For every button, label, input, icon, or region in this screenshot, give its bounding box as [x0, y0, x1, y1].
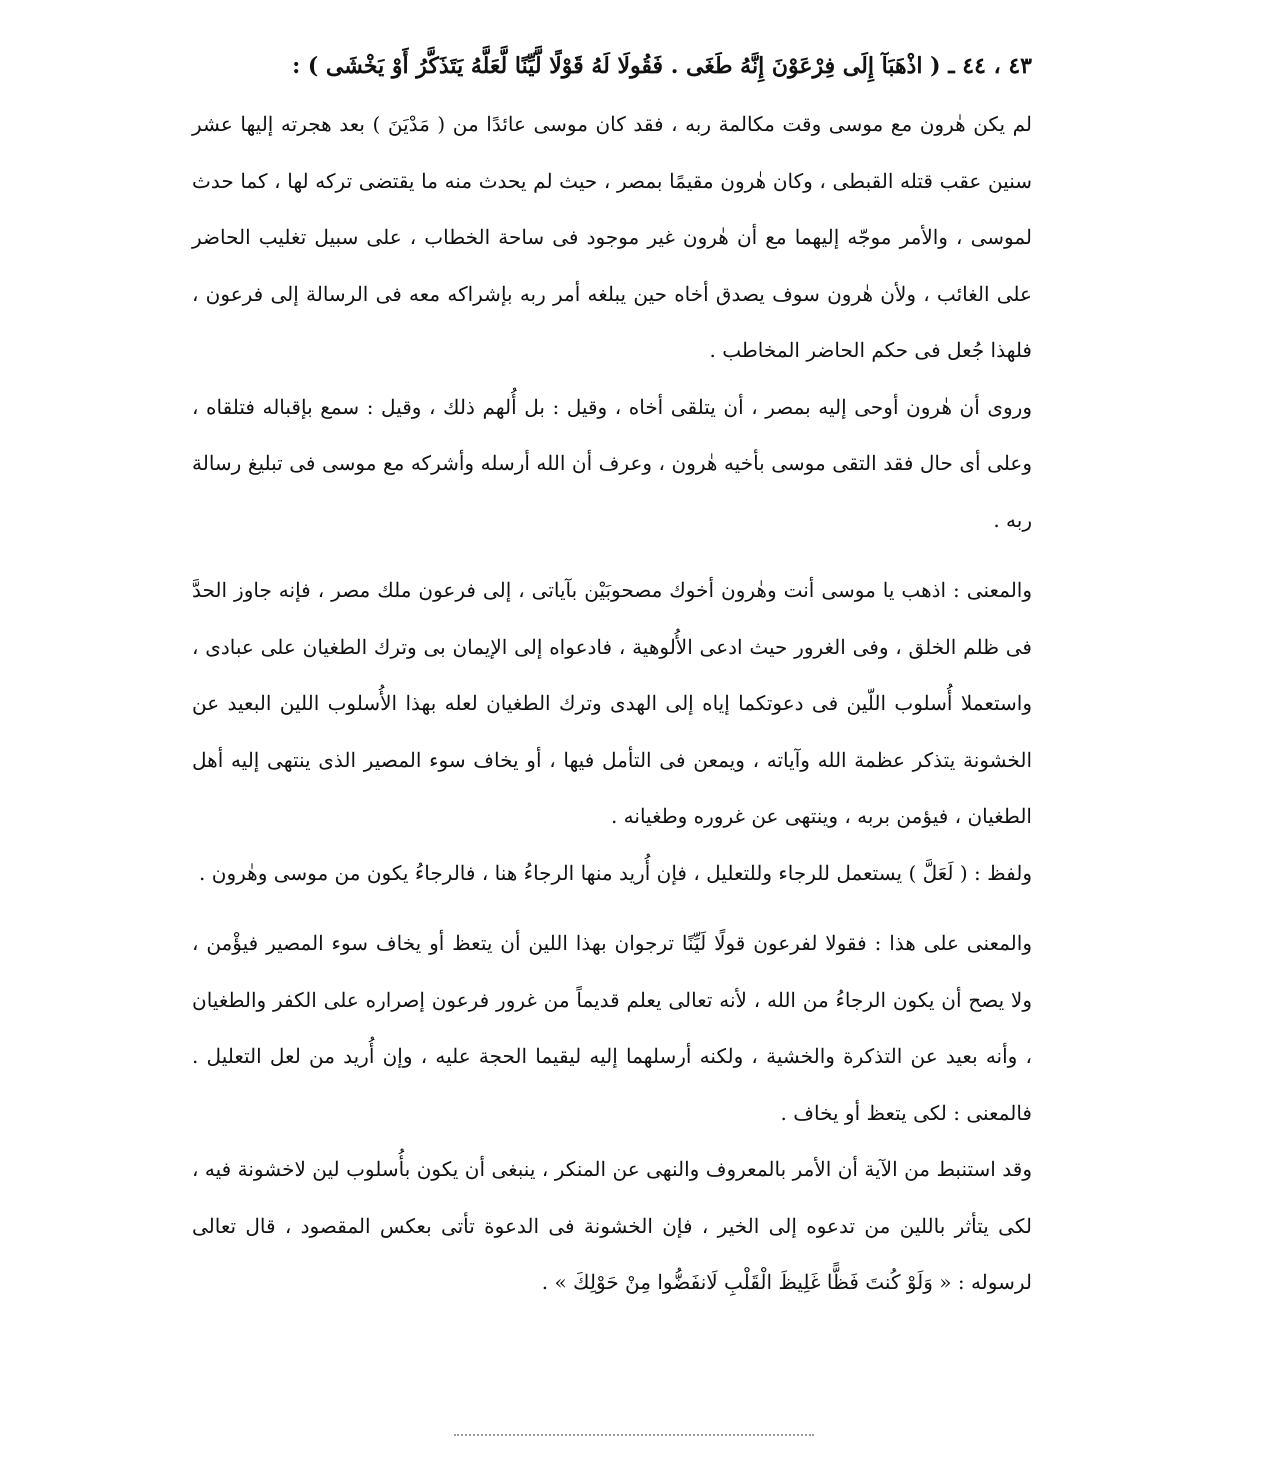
footer-dotted-rule: [454, 1434, 814, 1436]
paragraph-2: وروى أن هٰرون أوحى إليه بمصر ، أن يتلقى أخاه ، وقيل : بل أُلهم ذلك ، وقيل : سمع بإقباله فتلقاه ، وعلى أى حال فقد التقى موسى بأخيه هٰرون ، وعرف أن الله أرسله وأشركه مع موسى فى تبليغ رسالة ربه .: [192, 394, 1032, 532]
paragraph-1: لم يكن هٰرون مع موسى وقت مكالمة ربه ، فقد كان موسى عائدًا من ( مَدْيَنَ ) بعد هجرته إليها عشر سنين عقب قتله القبطى ، وكان هٰرون مقيمًا بمصر ، حيث لم يحدث منه ما يقتضى تركه لها ، كما حدث لموسى ، والأمر موجّه إليهما مع أن هٰرون غير موجود فى ساحة الخطاب ، على سبيل تغليب الحاضر على الغائب ، ولأن هٰرون سوف يصدق أخاه حين يبلغه أمر ربه بإشراكه معه فى الرسالة إلى فرعون ، فلهذا جُعل فى حكم الحاضر المخاطب .: [192, 112, 1032, 362]
verse-heading: ٤٣ ، ٤٤ ـ ( اذْهَبَآ إِلَى فِرْعَوْنَ إِنَّهُ طَغَى . فَقُولَا لَهُ قَوْلًا لَّيِّنًا لَّعَلَّهُ يَتَذَكَّرُ أَوْ يَخْشَى ) :: [292, 53, 1032, 79]
page-body: [192, 36, 1032, 1311]
paragraph-3: والمعنى : اذهب يا موسى أنت وهٰرون أخوك مصحوبَيْن بآياتى ، إلى فرعون ملك مصر ، فإنه جاوز الحدَّ فى ظلم الخلق ، وفى الغرور حيث ادعى الأُلوهية ، فادعواه إلى الإيمان بى وترك الطغيان على عبادى ، واستعملا أُسلوب اللّين فى دعوتكما إياه إلى الهدى وترك الطغيان لعله بهذا الأُسلوب اللين البعيد عن الخشونة يتذكر عظمة الله وآياته ، ويمعن فى التأمل فيها ، أو يخاف سوء المصير الذى ينتهى إليه أهل الطغيان ، فيؤمن بربه ، وينتهى عن غروره وطغيانه .: [192, 578, 1032, 828]
paragraph-5: والمعنى على هذا : فقولا لفرعون قولًا لَيِّنًا ترجوان بهذا اللين أن يتعظ أو يخاف سوء المصير فيؤْمن ، ولا يصح أن يكون الرجاءُ من الله ، لأنه تعالى يعلم قديماً من غرور فرعون إصراره على الكفر والطغيان ، وأنه بعيد عن التذكرة والخشية ، ولكنه أرسلهما إليه ليقيما الحجة عليه ، وإن أُريد من لعل التعليل . فالمعنى : لكى يتعظ أو يخاف .: [192, 931, 1032, 1125]
paragraph-6: وقد استنبط من الآية أن الأمر بالمعروف والنهى عن المنكر ، ينبغى أن يكون بأُسلوب لين لاخشونة فيه ، لكى يتأثر باللين من تدعوه إلى الخير ، فإن الخشونة فى الدعوة تأتى بعكس المقصود ، قال تعالى لرسوله : « وَلَوْ كُنتَ فَظًّا غَلِيظَ الْقَلْبِ لَانفَضُّوا مِنْ حَوْلِكَ » .: [192, 1157, 1032, 1294]
paragraph-4: ولفظ : ( لَعَلَّ ) يستعمل للرجاء وللتعليل ، فإن أُريد منها الرجاءُ هنا ، فالرجاءُ يكون من موسى وهٰرون .: [199, 860, 1032, 885]
